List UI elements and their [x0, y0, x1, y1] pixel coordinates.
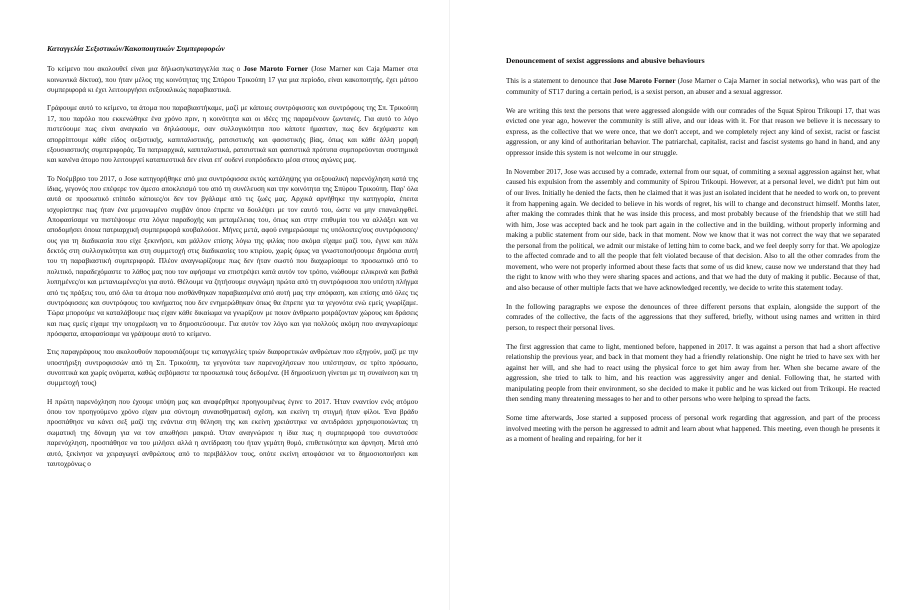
greek-paragraph-2: Γράφουμε αυτό το κείμενο, τα άτομα που παραβιαστήκαμε, μαζί με κάποιες συντρόφισσες και συντρόφους της Σπ. Τρικούπη 17, που παρόλο που εκκενώθηκε ένα χρόνο πριν, η κοινότητα και οι ιδέες της παραμένουν ζωντανές. Για αυτό το λόγο πιστεύουμε πως είναι αναγκαίο να δηλώσουμε, σαν συλλογικότητα που κάποτε ήμασταν, πως δεν δεχόμαστε και απορρίπτουμε κάθε είδος σεξιστικής, καπιταλιστικής, ρατσιστικής και φασιστικής βίας, όπως και κάθε άλλη μορφή εξουσιαστικής συμπεριφοράς. Τα πατριαρχικά, καπιταλιστικά, ρατσιστικά και φασιστικά πρότυπα συμπορεύονται συστημικά και κανένα άτομο που λειτουργεί καταπιεστικά δεν είναι επ' ουδενί ευπρόσδεκτο μέσα στους αγώνες μας.: [47, 103, 418, 165]
english-paragraph-1: [506, 76, 880, 97]
english-title: Denouncement of sexist aggressions and abusive behaviours: [506, 56, 705, 65]
page-gutter: [449, 0, 450, 610]
english-paragraph-3: In November 2017, Jose was accused by a comrade, external from our squat, of commiting a sexual aggression against her, what caused his expulsion from the assembly and community of Spirou Trikoupi. However, at a personal level, we didn't put him out of our lives. Initially he denied the facts, then he claimed that it was just an isolated incident that he needed to work on, to prevent it from happening again. We decided to believe in his words of regret, his will to change and deconstruct himself. Months later, after making the comrades think that he was inside this process, and most probably because of the friendship that we still had with him, Jose was accepted back and he took part again in the collective and in the building, without properly informing and making a public statement from our side, back in that moment. Now we know that it was not correct the way that we separated the personal from the political, we admit our mistake of letting him to come back, and we feel deeply sorry for that. We apologize to the affected comrade and to all the people that felt violated because of that decision. Also to all the other comrades from the movement, who were not properly informed about these facts that some of us did knew, cause now we understand that they had the right to know with who they were sharing spaces and actions, and that we had the duty of making it public. Because of that, and also because of other multiple facts that we have acknowledged recently, we decide to write this statement today.: [506, 167, 880, 292]
english-p1-name: Jose Maroto Forner: [613, 77, 676, 86]
english-paragraph-2: We are writing this text the persons that were aggressed alongside with our comrades of the Squat Spirou Trikoupi 17, that was evicted one year ago, however the community is still alive, and our ideas with it. For that reason we believe it is necessary to express, as the collective that we were once, that we don't accept, and we completely reject any kind of sexist, racist or fascist aggression, or any kind of authoritarian behavior. The patriarchal, capitalist, racist and fascist systems go hand in hand, and any oppressor inside this system is not welcome in our struggle.: [506, 106, 880, 157]
english-p1-end: (Jose Marner o Caja Marner in social networks), who was part of the community of ST17 during a certain period, is a sexist person, an abuser and a sexual aggressor.: [506, 77, 880, 96]
english-page: [470, 0, 900, 610]
greek-paragraph-3: Το Νοέμβριο του 2017, ο Jose κατηγορήθηκε από μια συντρόφισσα εκτός κατάληψης για σεξουαλική παρενόχληση κατά της ίδιας, γεγονός που επέφερε τον άμεσο αποκλεισμό του από τη συνέλευση και την κοινότητα της Σπύρου Τρικούπη. Παρ' όλα αυτά σε προσωπικό επίπεδο κάποιες/οι δεν τον βγάλαμε από τις ζωές μας. Αρχικά αρνήθηκε την κατηγορία, έπειτα ισχυρίστηκε πως ήταν ένα μεμονωμένο συμβάν όπου έπρεπε να δουλέψει με τον εαυτό του, ώστε να μην επαναληφθεί. Αποφασίσαμε να πιστέψουμε στα λόγια παραδοχής και μεταμέλειας του, όπως και στην επιθυμία του να αλλάξει και να αποδομήσει όποια πατριαρχική συμπεριφορά κουβαλούσε. Μήνες μετά, αφού ενημερώσαμε τις υπόλοιπες/ους συντρόφισσες/ους για τη διαδικασία που είχε ξεκινήσει, και μάλλον επίσης λόγω της φιλίας που ακόμα είχαμε μαζί του, έγινε και πάλι δεκτός στη συλλογικότητα και στη συμμετοχή στις διαδικασίες του κτιρίου, χωρίς όμως να γνωστοποιήσουμε δημόσια αυτή του τη παραβιαστική συμπεριφορά. Πλέον αναγνωρίζουμε πως δεν ήταν σωστό που διαχωρίσαμε το προσωπικό από το πολιτικό, παραδεχόμαστε το λάθος μας που τον αφήσαμε να επιστρέψει κατά αυτόν τον τρόπο, νιώθουμε ειλικρινά και βαθιά λυπημένες/οι και μετανιωμένες/οι για αυτό. Θέλουμε να ζητήσουμε συγνώμη πρώτα από τη συντρόφισσα που υπέστη πλήγμα από τις πράξεις του, από όλα τα άτομα που αισθάνθηκαν παραβιασμένα από αυτή μας την απόφαση, και επίσης από όλες τις συντρόφισσες και συντρόφους του κινήματος που δεν ενημερώθηκαν όπως θα έπρεπε για τα γεγονότα ενώ εμείς γνωρίζαμε. Τώρα μπορούμε να καταλάβουμε πως είχαν κάθε δικαίωμα να γνωρίζουν με ποιον άνθρωπο μοιράζονταν χώρους και δράσεις και πως εμείς είχαμε την υποχρέωση να το δημοσιεύσουμε. Για αυτόν τον λόγο και για πολλούς ακόμη που αναγνωρίσαμε πρόσφατα, αποφασίσαμε να γράψουμε αυτό το κείμενο.: [47, 173, 418, 338]
english-paragraph-5: The first aggression that came to light, mentioned before, happened in 2017. It was against a person that had a short affective relationship the previous year, and back in that moment they had a friendly relationship. One night he tried to have sex with her against her will, and she had to react using the physical force to get him away from her. When she became aware of the aggression, she tried to talk to him, and his reaction was aggressivity anger and denial. Following that, he started with manipulating people from their environment, so she decided to make it public and he was kicked out from Trikoupi. He reacted then sending many threatening messages to her and to other persons who were helping to spread the facts.: [506, 342, 880, 404]
greek-p1-end: (Jose Marner και Caja Marner στα κοινωνικά δίκτυα), που ήταν μέλος της κοινότητας της Σπύρου Τρικούπη 17 για μια περίοδο, είναι κακοποιητής, έχει μάτσο συμπεριφορά κι έχει λειτουργήσει σεξουαλικώς παραβιαστικά.: [47, 64, 419, 95]
english-paragraph-4: In the following paragraphs we expose the denounces of three different persons that explain, alongside the support of the comrades of the collective, the facts of the aggressions that they suffered, briefly, without using names and written in third person, to respect their personal lives.: [506, 302, 880, 332]
english-paragraph-6: Some time afterwards, Jose started a supposed process of personal work regarding that aggression, and part of the process involved meeting with the person he aggressed to admit and learn about what happened. This meeting, even though he presents it as a moment of healing and repairing, for her it: [506, 414, 880, 444]
greek-paragraph-1: [47, 64, 418, 95]
greek-p1-name: Jose Maroto Forner: [243, 64, 309, 74]
greek-paragraph-5: Η πρώτη παρενόχληση που έχουμε υπόψη μας και αναφέρθηκε προηγουμένως έγινε το 2017. Ήταν εναντίον ενός ατόμου όπου τον προηγούμενο χρόνο είχαν μια σύντομη συναισθηματική σχέση, και εκείνη τη στιγμή ήταν φίλοι. Ένα βράδυ προσπάθησε να κάνει σεξ μαζί της ενάντια στη θέληση της και εκείνη χρειάστηκε να αντιδράσει χρησιμοποιώντας τη σωματική της δύναμη για να τον απωθήσει μακριά. Όταν αναγνώρισε η ίδια πως η συμπεριφορά του συνιστούσε παρενόχληση, προσπάθησε να του μιλήσει αλλά η αντίδραση του ήταν γεμάτη θυμό, επιθετικότητα και άρνηση. Μετά από αυτό, ξεκίνησε να χειραγωγεί ανθρώπους από το περιβάλλον τους, οπότε εκείνη αποφάσισε να το δημοσιοποιήσει και ταυτοχρόνως ο: [47, 396, 418, 468]
greek-paragraph-4: Στις παραγράφους που ακολουθούν παρουσιάζουμε τις καταγγελίες τριών διαφορετικών ανθρώπων που εξηγούν, μαζί με την υποστήριξη συντροφισσών από τη Σπ. Τρικούπη, τα γεγονότα των παρενοχλήσεων που υπέστησαν, σε τρίτο πρόσωπο, συνοπτικά και χωρίς ονόματα, καθώς σεβόμαστε τα προσωπικά τους δεδομένα. (Η δημοσίευση γίνεται με τη συναίνεση και τη συμμετοχή τους): [47, 347, 418, 388]
greek-title: Καταγγελία Σεξιστικών/Κακοποιητικών Συμπεριφορών: [47, 44, 225, 53]
greek-page: [0, 0, 430, 610]
english-p1-start: This is a statement to denounce that: [506, 77, 614, 86]
greek-p1-start: Το κείμενο που ακολουθεί είναι μια δήλωση/καταγγελία πως ο: [47, 64, 244, 74]
